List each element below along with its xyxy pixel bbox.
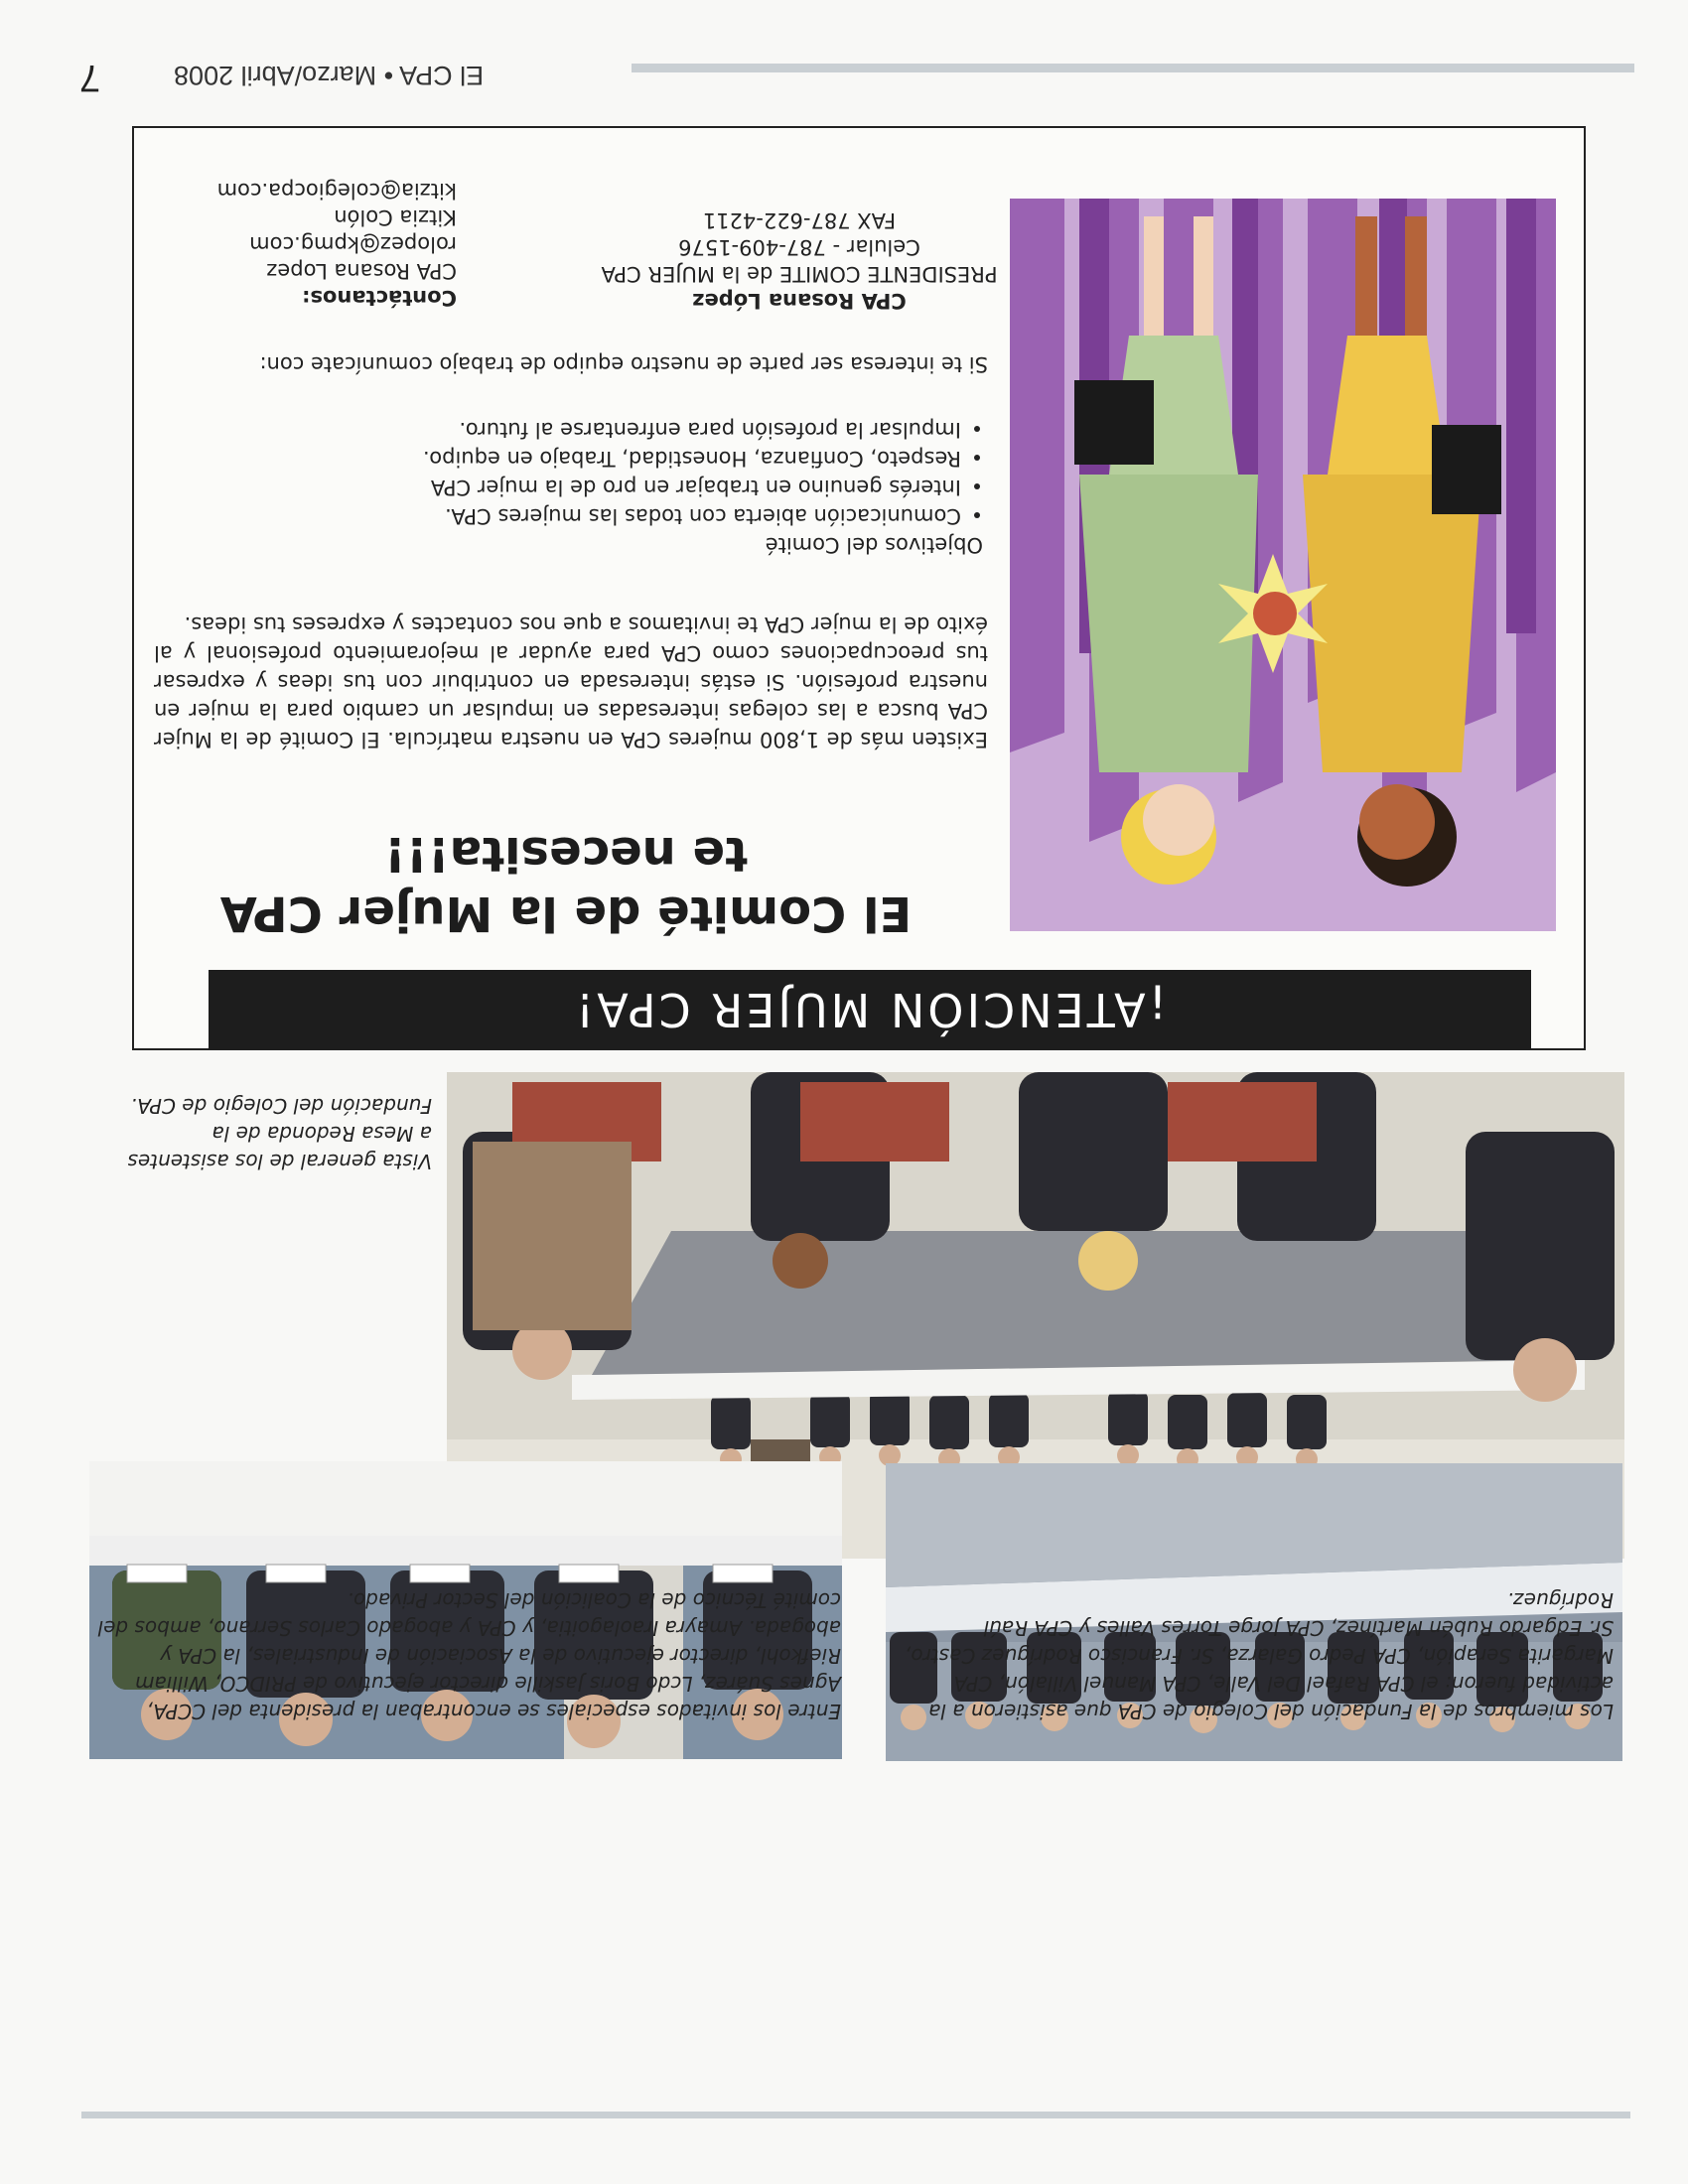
ad-invite: Si te interesa ser parte de nuestro equipo de trabajo comunícate con:: [259, 352, 988, 376]
contact-title: Contáctanos:: [302, 286, 457, 310]
caption-special-guests: Entre los invitados especiales se encontraban la presidenta del CCPA, Agnes Suárez, Lcdo Boris Jaskille director ejecutivo de PRIDCO, William Riefkohl, director ejecutivo de la Asociación de Industriales, la CPA y abogada. Amayra Iraolagoitia, y CPA y abogado Carlos Serrano, ambos del comité Técnico de la Coalición del Sector Privado.: [97, 1588, 841, 1723]
objectives-title: Objetivos del Comité: [765, 533, 983, 557]
contact-2-email[interactable]: kitzia@colegiocpa.com: [216, 179, 457, 203]
president-name: CPA Rosana López: [692, 289, 907, 313]
objectives-list: [169, 415, 983, 530]
issue-date-visual: Marzo/Abril 2008: [174, 61, 377, 90]
ad-banner-text: ¡ATENCIÓN MUJER CPA!: [572, 983, 1168, 1036]
ad-illustration: [1010, 199, 1556, 931]
page-header-visual: [174, 60, 484, 90]
president-fax: FAX 787-622-4211: [702, 208, 897, 232]
objective-item: • Impulsar la profesión para enfrentarse al futuro.: [169, 415, 961, 444]
header-rule-visual: [632, 64, 1634, 72]
contact-1-email[interactable]: rolopez@kpmg.com: [249, 232, 457, 256]
president-cell: Celular - 787-409-1576: [678, 235, 920, 259]
objective-item: • Comunicación abierta con todas las mujeres CPA.: [169, 501, 961, 530]
objective-item: • Interés genuino en trabajar en pro de la mujer CPA: [169, 473, 961, 501]
ad-headline: [159, 824, 973, 943]
caption-foundation-members-visual: Los miembros de la Fundación del Colegio de CPA que asistieron a la actividad fueron: el CPA Rafael Del Valle, CPA Manuel Villalón, CPA Margarita Serapión, CPA Pedro Galarza, Sr. Francisco Rodríguez Castro, Sr. Edgardo Rubén Martínez, CPA Jorge Torres Valles y CPA Raúl Rodríguez.: [905, 1588, 1614, 1723]
contact-2-name: Kitzia Colón: [334, 205, 457, 229]
ad-body: Existen más de 1,800 mujeres CPA en nuestra matrícula. El Comité de la Mujer CPA busca a las colegas interesadas en impulsar un cambio para la mujer en nuestra profesión. Si estás interesada en contribuir con tus ideas y expresar tus preocupaciones como CPA para ayudar al mejoramiento profesional y al éxito de la mujer CPA te invitamos a que nos contactes y expreses tus ideas.: [154, 613, 988, 751]
caption-general-view: Vista general de los asistentes a Mesa Redonda de la Fundación del Colegio de CPA.: [127, 1094, 432, 1173]
page-number-visual: 7: [79, 57, 101, 98]
president-title: PRESIDENTE COMITE de la MUJER CPA: [601, 262, 998, 286]
ad-banner: [209, 970, 1531, 1049]
ad-president-block: [586, 206, 1013, 314]
ad-contact-block: [199, 177, 457, 311]
header-separator-visual: •: [383, 61, 394, 90]
ad-objectives: [169, 415, 983, 559]
publication-name-visual: El CPA: [400, 61, 485, 90]
ad-headline-line1: El Comité de la Mujer CPA: [219, 886, 913, 941]
contact-1-name: CPA Rosana Lopez: [266, 259, 457, 283]
footer-rule-visual: [81, 2112, 1630, 2118]
ad-headline-line2: te necesita!!!: [384, 826, 748, 882]
objective-item: • Respeto, Confianza, Honestidad, Trabajo en equipo.: [169, 444, 961, 473]
